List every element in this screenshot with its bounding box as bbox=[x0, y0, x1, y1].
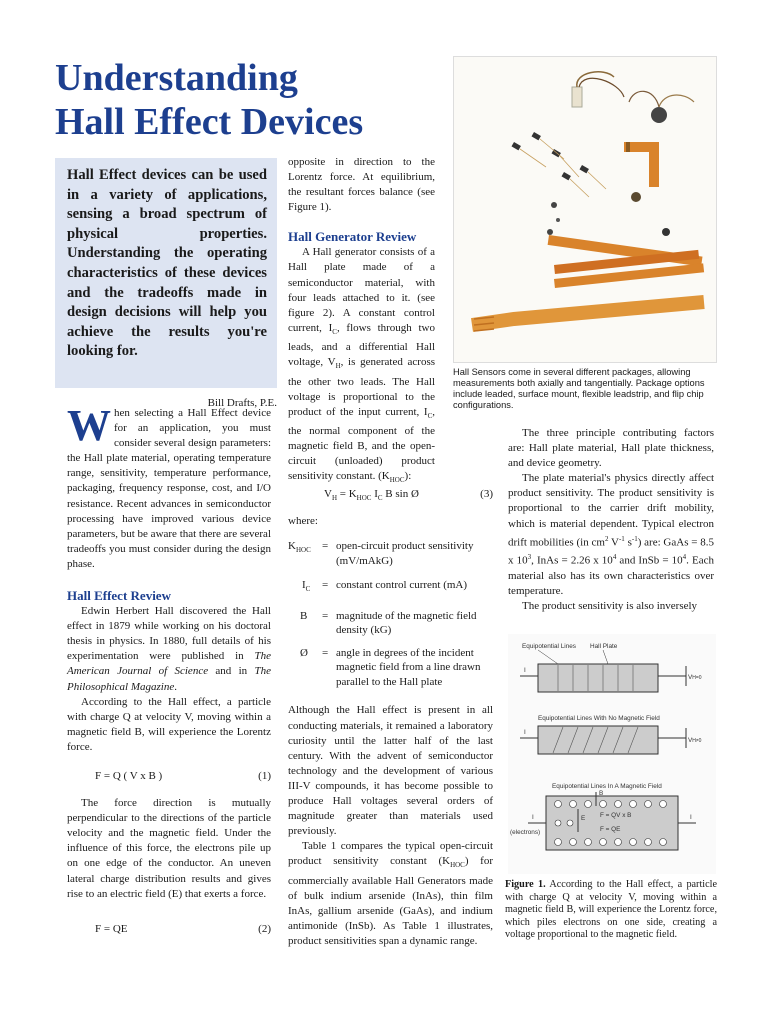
hall-sensors-photo bbox=[453, 56, 717, 363]
variable-phi: Ø = angle in degrees of the incident magnetic field from a line drawn parallel to the Hall plate bbox=[300, 646, 481, 688]
paragraph: The plate material's physics directly affect product sensitivity. The product sensitivity is proportional to the carrier drift mobility, which is material dependent. Typical electron drift mobilities (in $cm^2$ $V^{-1}$ $s^{-1}$) are: GaAs = 8.5 x $10^3$, InAs = 2.26 x $10^4$ and InSb = $10^4$. Each material also has its own characteristics over temperature. bbox=[508, 472, 715, 598]
paragraph: The force direction is mutually perpendicular to the directions of the particle velocity and the magnetic field. Under the influence of this force, the electrons pile up on one edge of the conductor. An uneven lateral charge distribution results and gives rise to an electric field (E) that exerts a force. bbox=[67, 797, 271, 900]
section-heading-hall-effect-review: Hall Effect Review bbox=[67, 588, 171, 604]
photo-illustration bbox=[454, 57, 716, 362]
variable-list bbox=[288, 539, 493, 689]
paragraph: According to the Hall effect, a particle with charge Q at velocity V, moving within a magnetic field B, will experience the Lorentz force. bbox=[67, 695, 271, 753]
figure-1-diagram bbox=[508, 634, 716, 874]
column-3 bbox=[508, 426, 714, 614]
abstract-text: Hall Effect devices can be used in a variety of applications, sensing a broad spectrum of physical properties. Understanding the operating characteristics of these devices and the tradeoffs made in design decisions will help you achieve the results you're looking for. bbox=[67, 167, 267, 360]
paragraph: Table 1 compares the typical open-circuit product sensitivity constant $(K_{HOC})$ for commercially available Hall Generators made of bulk indium arsenide (InAs), thin film InAs, gallium arsenide (GaAs), and indium antimonide (InSb). As Table 1 illustrates, product sensitivities span a dynamic range. bbox=[288, 840, 493, 948]
svg-text:F = QE: F = QE bbox=[600, 826, 621, 833]
photo-caption: Hall Sensors come in several different packages, allowing measurements both axially and tangentially. Package options include leaded, surface mount, flexible leadstrip, and flip chip configurations. bbox=[453, 367, 705, 410]
svg-text:F = QV x B: F = QV x B bbox=[600, 812, 632, 819]
article-title bbox=[55, 56, 445, 144]
paragraph: Although the Hall effect is present in all conducting materials, it remained a laboratory curiosity until the latter half of the last century. With the advent of semiconductor technology and the development of various III-V compounds, it has become possible to produce Hall voltages several orders of magnitude greater than materials used previously. bbox=[288, 704, 493, 838]
abstract-box bbox=[55, 158, 277, 388]
svg-text:B: B bbox=[599, 790, 604, 797]
svg-text:VH≠0: VH≠0 bbox=[688, 737, 702, 744]
intro-paragraph: When selecting a Hall Effect device for an application, you must consider several design parameters: the Hall plate material, operating temperature range, sensitivity, temperature performance, packaging, frequency response, cost, and I/O resistance. Recent advances in semiconductor processing have improved various device parameters, but be aware that there are several tradeoffs you must consider during the design phase. bbox=[67, 401, 271, 570]
variable-b: B = magnitude of the magnetic field density (kG) bbox=[300, 609, 477, 637]
paragraph: opposite in direction to the Lorentz force. At equilibrium, the resultant forces balance (see Figure 1). bbox=[288, 156, 435, 214]
svg-text:I: I bbox=[524, 729, 526, 736]
current-label: I bbox=[524, 667, 526, 674]
svg-text:VH=0: VH=0 bbox=[688, 674, 702, 681]
figure-1-caption: Figure 1. According to the Hall effect, a particle with charge Q at velocity V, moving within a magnetic field B, will experience the Lorentz force, which piles electrons on one side, creating a voltage proportional to the magnetic field. bbox=[505, 879, 717, 941]
paragraph: Edwin Herbert Hall discovered the Hall effect in 1879 while working on his doctoral thesis in physics. In 1880, full details of his experimentation were published in The American Journal of Science and in The Philosophical Magazine. bbox=[67, 605, 271, 693]
column-2b bbox=[288, 488, 493, 949]
paragraph: The product sensitivity is also inversely bbox=[522, 600, 698, 613]
equation-3: $V_H = K_{HOC}$ $I_C$ B sin Ø (3) bbox=[324, 488, 493, 503]
label-equipotential-lines: Equipotential Lines bbox=[522, 643, 577, 650]
equation-2: F = QE (2) bbox=[95, 922, 271, 935]
dropcap: W bbox=[67, 401, 111, 450]
section-heading-hall-generator-review: Hall Generator Review bbox=[288, 229, 417, 245]
title-line-1: Understanding bbox=[55, 57, 298, 99]
title-line-2: Hall Effect Devices bbox=[55, 101, 364, 143]
column-2-body bbox=[288, 703, 493, 949]
label-no-field: Equipotential Lines With No Magnetic Field bbox=[538, 715, 660, 722]
svg-text:E: E bbox=[581, 815, 586, 822]
svg-text:I: I bbox=[532, 814, 534, 821]
equation-1: F = Q ( V x B ) (1) bbox=[95, 769, 271, 782]
variable-khoc: $K_{HOC}$ = open-circuit product sensitivity (mV/mAkG) bbox=[288, 540, 474, 567]
where-label: where: bbox=[288, 515, 318, 528]
figure-1 bbox=[508, 634, 716, 874]
svg-text:I: I bbox=[690, 814, 692, 821]
label-in-field: Equipotential Lines In A Magnetic Field bbox=[552, 783, 662, 790]
column-2a bbox=[288, 155, 435, 489]
paragraph: A Hall generator consists of a Hall plate made of a semiconductor material, with four leads attached to it. (see figure 2). A constant control current, $I_C$, flows through two leads, and a differential Hall voltage, $V_H$, is generated across the other two leads. The Hall voltage is proportional to the product of the input current, $I_C$, the normal component of the magnetic field B, and the open-circuit (unloaded) product sensitivity constant. $(K_{HOC})$: bbox=[288, 246, 436, 485]
variable-ic: $I_C$ = constant control current (mA) bbox=[302, 579, 468, 594]
svg-text:(electrons): (electrons) bbox=[510, 829, 541, 836]
paragraph: The three principle contributing factors are: Hall plate material, Hall plate thickness, and device geometry. bbox=[508, 427, 714, 470]
label-hall-plate: Hall Plate bbox=[590, 643, 618, 650]
author-byline: Bill Drafts, P.E. bbox=[207, 397, 277, 409]
